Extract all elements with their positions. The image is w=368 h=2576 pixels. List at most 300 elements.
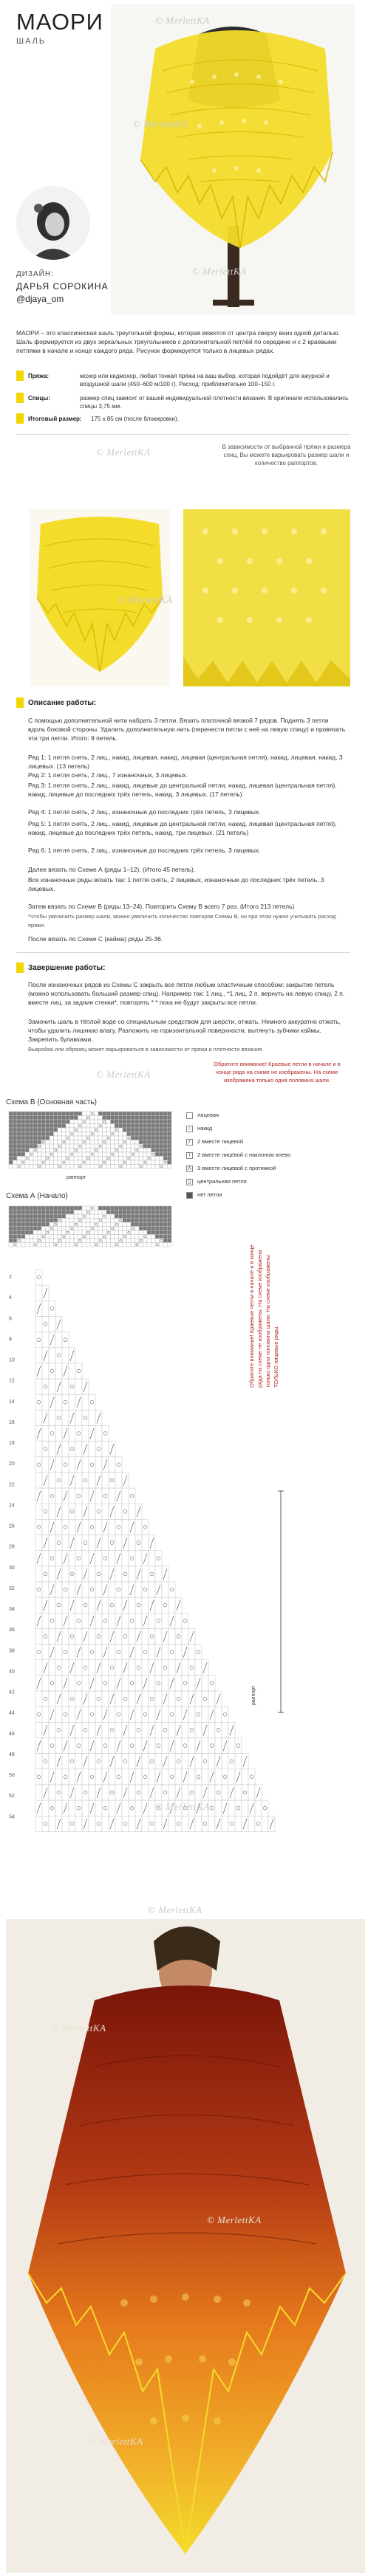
chart-cell: [139, 1157, 143, 1161]
author-handle[interactable]: @djaya_om: [16, 294, 64, 304]
legend-cdd-icon: Λ: [186, 1165, 193, 1172]
chart-cell: [89, 1785, 95, 1800]
chart-cell: [82, 1613, 89, 1628]
chart-cell: [168, 1597, 175, 1613]
chart-cell: [41, 1227, 46, 1231]
watermark: © MerlettKA: [155, 1801, 210, 1813]
chart-cell: [95, 1504, 102, 1519]
chart-cell: [70, 1128, 75, 1132]
chart-cell: [155, 1124, 160, 1129]
chart-cell: [131, 1128, 135, 1132]
chart-cell: [115, 1116, 119, 1120]
chart-cell: [123, 1144, 127, 1148]
chart-cell: [115, 1707, 122, 1722]
legend-label: накид: [197, 1125, 213, 1132]
chart-cell: [62, 1144, 67, 1148]
chart-cell: [109, 1769, 115, 1785]
chart-cell: [70, 1235, 75, 1239]
chart-cell: [90, 1206, 95, 1210]
chart-cell: [90, 1160, 95, 1165]
chart-cell: [123, 1116, 127, 1120]
row-number: 28: [9, 1544, 15, 1550]
chart-cell: [149, 1754, 155, 1769]
chart-cell: [115, 1140, 119, 1145]
chart-cell: [147, 1227, 151, 1231]
chart-cell: [123, 1136, 127, 1140]
description-continue-b: Затем вязать по Схеме B (ряды 13–24). Повторить Схему B всего 7 раз. (Итого 213 петель): [28, 903, 295, 910]
chart-cell: [9, 1214, 13, 1219]
chart-cell: [9, 1206, 13, 1210]
chart-cell: [74, 1132, 78, 1137]
chart-cell: [115, 1769, 122, 1785]
chart-cell: [151, 1227, 156, 1231]
chart-cell: [142, 1660, 149, 1676]
chart-cell: [127, 1243, 132, 1247]
chart-cell: [160, 1116, 164, 1120]
chart-cell: [188, 1785, 195, 1800]
chart-cell: [62, 1112, 67, 1116]
chart-cell: [82, 1210, 86, 1215]
chart-cell: [102, 1566, 109, 1582]
chart-cell: [90, 1116, 95, 1120]
chart-cell: [55, 1410, 62, 1425]
chart-cell: [54, 1140, 58, 1145]
chart-cell: [127, 1128, 132, 1132]
chart-cell: [17, 1116, 21, 1120]
chart-cell: [54, 1128, 58, 1132]
chart-cell: [131, 1235, 135, 1239]
chart-cell: [131, 1227, 135, 1231]
chart-cell: [38, 1140, 42, 1145]
chart-cell: [9, 1239, 13, 1243]
chart-cell: [182, 1613, 188, 1628]
chart-cell: [41, 1157, 46, 1161]
chart-cell: [49, 1535, 55, 1551]
chart-cell: [119, 1116, 123, 1120]
chart-cell: [111, 1206, 115, 1210]
accent-bar: [16, 371, 24, 381]
chart-cell: [151, 1243, 156, 1247]
chart-cell: [49, 1363, 55, 1379]
chart-cell: [82, 1235, 86, 1239]
chart-cell: [115, 1628, 122, 1644]
chart-cell: [17, 1128, 21, 1132]
chart-cell: [82, 1157, 86, 1161]
chart-cell: [98, 1157, 103, 1161]
chart-cell: [21, 1230, 26, 1235]
chart-cell: [119, 1210, 123, 1215]
chart-cell: [111, 1136, 115, 1140]
chart-cell: [49, 1442, 55, 1457]
chart-cell: [168, 1230, 172, 1235]
chart-cell: [70, 1222, 75, 1227]
chart-cell: [62, 1206, 67, 1210]
intro-text: МАОРИ – это классическая шаль треугольной формы, которая вяжется от центра сверху вниз одной деталью. Шаль формируется из двух зеркальных треугольников с дополнительной петлёй по середине и с 2 краевыми петлями в начале и конце каждого ряда. Рисунок формируется только в лицевых рядах.: [16, 329, 340, 354]
row-number: 12: [9, 1378, 15, 1384]
chart-cell: [123, 1222, 127, 1227]
chart-cell: [9, 1235, 13, 1239]
chart-cell: [139, 1148, 143, 1153]
chart-cell: [122, 1488, 129, 1504]
chart-cell: [50, 1140, 54, 1145]
chart-cell: [151, 1239, 156, 1243]
chart-cell: [168, 1116, 172, 1120]
chart-cell: [46, 1206, 50, 1210]
chart-cell: [74, 1214, 78, 1219]
chart-cell: [46, 1165, 50, 1169]
chart-cell: [95, 1214, 99, 1219]
chart-cell: [102, 1628, 109, 1644]
chart-cell: [38, 1112, 42, 1116]
chart-cell: [188, 1738, 195, 1754]
chart-cell: [90, 1128, 95, 1132]
chart-cell: [147, 1157, 151, 1161]
chart-cell: [69, 1394, 75, 1410]
chart-cell: [75, 1738, 82, 1754]
chart-cell: [103, 1157, 107, 1161]
chart-cell: [106, 1206, 111, 1210]
chart-cell: [78, 1136, 83, 1140]
chart-cell: [95, 1239, 99, 1243]
chart-cell: [147, 1239, 151, 1243]
chart-cell: [89, 1645, 95, 1660]
chart-cell: [75, 1597, 82, 1613]
chart-cell: [123, 1227, 127, 1231]
chart-cell: [9, 1116, 13, 1120]
row-number: 44: [9, 1710, 15, 1716]
chart-cell: [111, 1235, 115, 1239]
chart-cell: [111, 1112, 115, 1116]
chart-cell: [42, 1691, 49, 1707]
chart-cell: [135, 1800, 142, 1816]
chart-cell: [129, 1566, 135, 1582]
chart-cell: [151, 1210, 156, 1215]
chart-cell: [111, 1239, 115, 1243]
chart-cell: [208, 1785, 215, 1800]
chart-cell: [21, 1112, 26, 1116]
chart-cell: [160, 1120, 164, 1124]
chart-cell: [106, 1124, 111, 1129]
chart-cell: [21, 1140, 26, 1145]
chart-cell: [149, 1707, 155, 1722]
chart-cell: [17, 1160, 21, 1165]
finishing-text-3: Выкройка или образец может варьироваться в зависимости от пряжи и плотности вязания.: [28, 1046, 264, 1053]
chart-cell: [202, 1816, 208, 1831]
chart-cell: [168, 1239, 172, 1243]
chart-cell: [75, 1535, 82, 1551]
chart-cell: [195, 1769, 202, 1785]
chart-cell: [131, 1112, 135, 1116]
chart-cell: [95, 1442, 102, 1457]
chart-cell: [135, 1597, 142, 1613]
chart-cell: [155, 1219, 160, 1223]
chart-cell: [103, 1210, 107, 1215]
chart-cell: [13, 1144, 18, 1148]
chart-cell: [102, 1504, 109, 1519]
chart-cell: [62, 1219, 67, 1223]
chart-cell: [50, 1136, 54, 1140]
chart-cell: [135, 1645, 142, 1660]
chart-cell: [25, 1140, 30, 1145]
chart-cell: [46, 1219, 50, 1223]
chart-cell: [25, 1214, 30, 1219]
chart-cell: [58, 1144, 62, 1148]
chart-cell: [135, 1769, 142, 1785]
chart-cell: [111, 1230, 115, 1235]
chart-cell: [95, 1144, 99, 1148]
chart-cell: [163, 1136, 168, 1140]
chart-cell: [188, 1660, 195, 1676]
chart-cell: [188, 1676, 195, 1691]
chart-cell: [129, 1504, 135, 1519]
chart-cell: [75, 1442, 82, 1457]
chart-cell: [149, 1582, 155, 1597]
chart-cell: [160, 1148, 164, 1153]
chart-cell: [182, 1628, 188, 1644]
chart-cell: [70, 1140, 75, 1145]
chart-cell: [13, 1148, 18, 1153]
chart-cell: [109, 1551, 115, 1566]
chart-cell: [142, 1566, 149, 1582]
chart-cell: [75, 1676, 82, 1691]
chart-cell: [175, 1691, 182, 1707]
chart-cell: [46, 1124, 50, 1129]
chart-cell: [62, 1157, 67, 1161]
chart-cell: [182, 1722, 188, 1738]
chart-cell: [62, 1136, 67, 1140]
chart-cell: [168, 1628, 175, 1644]
chart-cell: [54, 1132, 58, 1137]
chart-cell: [168, 1582, 175, 1597]
chart-cell: [58, 1116, 62, 1120]
chart-cell: [90, 1239, 95, 1243]
chart-cell: [41, 1144, 46, 1148]
chart-cell: [35, 1504, 42, 1519]
chart-cell: [155, 1816, 162, 1831]
chart-cell: [115, 1785, 122, 1800]
chart-cell: [42, 1628, 49, 1644]
chart-cell: [86, 1222, 91, 1227]
chart-cell: [188, 1722, 195, 1738]
chart-cell: [38, 1214, 42, 1219]
chart-cell: [149, 1738, 155, 1754]
chart-cell: [62, 1442, 69, 1457]
chart-cell: [49, 1316, 55, 1332]
chart-cell: [70, 1160, 75, 1165]
chart-cell: [195, 1660, 202, 1676]
chart-cell: [38, 1222, 42, 1227]
chart-grid: [35, 1270, 275, 1831]
chart-cell: [102, 1473, 109, 1488]
chart-cell: [131, 1230, 135, 1235]
chart-cell: [127, 1206, 132, 1210]
chart-cell: [111, 1144, 115, 1148]
chart-cell: [139, 1116, 143, 1120]
chart-cell: [41, 1128, 46, 1132]
chart-cell: [168, 1157, 172, 1161]
chart-cell: [102, 1785, 109, 1800]
third-photo: [183, 509, 350, 686]
chart-cell: [35, 1394, 42, 1410]
chart-cell: [75, 1566, 82, 1582]
chart-cell: [41, 1136, 46, 1140]
watermark: © MerlettKA: [207, 2214, 262, 2226]
chart-cell: [66, 1239, 70, 1243]
chart-cell: [102, 1442, 109, 1457]
chart-cell: [135, 1582, 142, 1597]
chart-cell: [42, 1645, 49, 1660]
chart-cell: [139, 1165, 143, 1169]
chart-cell: [82, 1239, 86, 1243]
chart-cell: [119, 1144, 123, 1148]
chart-cell: [82, 1645, 89, 1660]
chart-cell: [129, 1800, 135, 1816]
chart-cell: [155, 1628, 162, 1644]
chart-cell: [30, 1128, 34, 1132]
chart-cell: [122, 1754, 129, 1769]
row-number: 46: [9, 1731, 15, 1737]
chart-cell: [135, 1140, 140, 1145]
watermark: © MerlettKA: [96, 447, 151, 458]
chart-cell: [135, 1535, 142, 1551]
chart-cell: [21, 1128, 26, 1132]
chart-cell: [21, 1214, 26, 1219]
chart-cell: [62, 1124, 67, 1129]
chart-cell: [50, 1160, 54, 1165]
accent-bar: [16, 962, 24, 973]
chart-cell: [25, 1124, 30, 1129]
chart-cell: [13, 1230, 18, 1235]
chart-cell: [127, 1239, 132, 1243]
chart-cell: [75, 1691, 82, 1707]
chart-cell: [242, 1800, 248, 1816]
chart-cell: [155, 1210, 160, 1215]
chart-cell: [69, 1551, 75, 1566]
chart-cell: [139, 1112, 143, 1116]
chart-cell: [38, 1116, 42, 1120]
chart-cell: [98, 1230, 103, 1235]
chart-cell: [25, 1243, 30, 1247]
chart-cell: [168, 1691, 175, 1707]
chart-cell: [70, 1210, 75, 1215]
chart-cell: [30, 1210, 34, 1215]
chart-cell: [54, 1165, 58, 1169]
chart-cell: [62, 1235, 67, 1239]
chart-cell: [102, 1676, 109, 1691]
chart-cell: [103, 1140, 107, 1145]
chart-cell: [54, 1148, 58, 1153]
chart-cell: [89, 1442, 95, 1457]
chart-cell: [49, 1816, 55, 1831]
legend-item: [186, 1125, 212, 1132]
chart-cell: [147, 1165, 151, 1169]
chart-cell: [95, 1210, 99, 1215]
chart-cell: [143, 1140, 148, 1145]
chart-cell: [139, 1152, 143, 1157]
chart-cell: [54, 1116, 58, 1120]
chart-cell: [82, 1124, 86, 1129]
chart-cell: [115, 1152, 119, 1157]
chart-cell: [102, 1613, 109, 1628]
chart-cell: [122, 1504, 129, 1519]
chart-cell: [109, 1457, 115, 1473]
chart-cell: [62, 1140, 67, 1145]
chart-cell: [41, 1206, 46, 1210]
chart-cell: [50, 1124, 54, 1129]
chart-cell: [95, 1206, 99, 1210]
chart-cell: [50, 1227, 54, 1231]
chart-cell: [162, 1769, 168, 1785]
chart-cell: [50, 1165, 54, 1169]
chart-cell: [89, 1722, 95, 1738]
chart-cell: [46, 1136, 50, 1140]
chart-cell: [103, 1124, 107, 1129]
chart-cell: [115, 1132, 119, 1137]
author-avatar: [16, 186, 90, 260]
chart-cell: [95, 1120, 99, 1124]
chart-cell: [115, 1120, 119, 1124]
chart-cell: [82, 1410, 89, 1425]
chart-cell: [46, 1140, 50, 1145]
chart-cell: [62, 1222, 67, 1227]
chart-cell: [119, 1152, 123, 1157]
chart-cell: [228, 1754, 235, 1769]
chart-cell: [17, 1124, 21, 1129]
chart-cell: [89, 1566, 95, 1582]
chart-cell: [98, 1124, 103, 1129]
chart-cell: [168, 1124, 172, 1129]
chart-cell: [123, 1124, 127, 1129]
chart-cell: [25, 1144, 30, 1148]
chart-cell: [143, 1222, 148, 1227]
chart-cell: [42, 1379, 49, 1394]
chart-cell: [17, 1152, 21, 1157]
chart-cell: [30, 1214, 34, 1219]
chart-cell: [122, 1738, 129, 1754]
row-number: 38: [9, 1648, 15, 1654]
chart-cell: [78, 1227, 83, 1231]
chart-cell: [50, 1152, 54, 1157]
chart-cell: [139, 1227, 143, 1231]
chart-cell: [74, 1239, 78, 1243]
chart-cell: [86, 1230, 91, 1235]
chart-cell: [215, 1738, 222, 1754]
chart-cell: [131, 1124, 135, 1129]
chart-cell: [228, 1800, 235, 1816]
chart-cell: [33, 1128, 38, 1132]
chart-grid: [9, 1206, 171, 1247]
chart-cell: [50, 1148, 54, 1153]
chart-cell: [35, 1535, 42, 1551]
chart-cell: [82, 1136, 86, 1140]
chart-cell: [111, 1210, 115, 1215]
chart-cell: [30, 1227, 34, 1231]
chart-cell: [103, 1128, 107, 1132]
chart-cell: [13, 1132, 18, 1137]
chart-cell: [143, 1227, 148, 1231]
chart-cell: [82, 1243, 86, 1247]
chart-cell: [122, 1551, 129, 1566]
chart-cell: [129, 1628, 135, 1644]
chart-cell: [95, 1222, 99, 1227]
legend-ssk-icon: \: [186, 1152, 193, 1159]
chart-cell: [139, 1120, 143, 1124]
chart-cell: [103, 1152, 107, 1157]
chart-cell: [82, 1219, 86, 1223]
chart-cell: [66, 1243, 70, 1247]
chart-cell: [50, 1222, 54, 1227]
chart-cell: [13, 1140, 18, 1145]
